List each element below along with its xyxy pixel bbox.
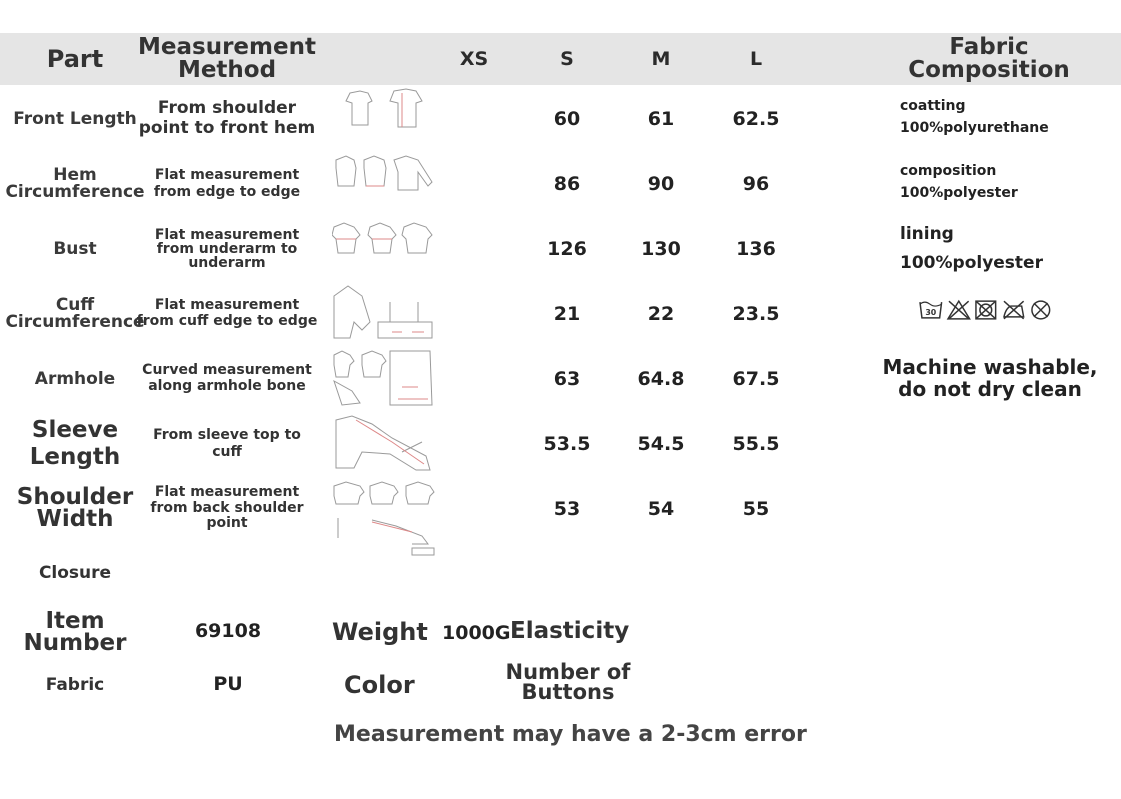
fabric-entry-detail: 100%polyester bbox=[900, 252, 1043, 273]
weight-label: Weight bbox=[332, 618, 428, 646]
no-bleach-icon bbox=[946, 298, 972, 322]
cell-xs bbox=[439, 86, 509, 151]
garment-sketch-icon bbox=[332, 152, 436, 214]
fabric-entry bbox=[900, 96, 1049, 139]
row-part: Cuff Circumference bbox=[5, 294, 145, 332]
footer-note: Measurement may have a 2-3cm error bbox=[334, 722, 807, 747]
row-method: From shoulder point to front hem bbox=[138, 97, 316, 138]
cell-l: 136 bbox=[736, 237, 776, 260]
cell-l: 96 bbox=[742, 172, 770, 195]
cell-m: 64.8 bbox=[637, 367, 685, 390]
table-header bbox=[0, 33, 1121, 85]
cell-xs bbox=[439, 216, 509, 281]
garment-sketch-icon bbox=[332, 217, 436, 279]
fabric-entry-detail: 100%polyurethane bbox=[900, 119, 1049, 136]
row-method: From sleeve top to cuff bbox=[153, 427, 301, 460]
fabric-entry-title: coatting bbox=[900, 98, 966, 114]
wash-30-icon bbox=[918, 298, 944, 322]
row-part: Hem Circumference bbox=[5, 164, 145, 202]
cell-m: 90 bbox=[647, 172, 675, 195]
cell-xs bbox=[439, 476, 509, 541]
header-part: Part bbox=[46, 45, 104, 73]
header-size-xs: XS bbox=[459, 47, 489, 70]
buttons-label: Number of Buttons bbox=[505, 660, 631, 704]
garment-sketch-icon bbox=[332, 282, 436, 344]
cell-s: 86 bbox=[553, 172, 581, 195]
row-part: Armhole bbox=[34, 368, 116, 389]
cell-s: 60 bbox=[553, 107, 581, 130]
row-method: Flat measurement from back shoulder point bbox=[150, 484, 304, 532]
cell-s: 53 bbox=[553, 497, 581, 520]
cell-l: 23.5 bbox=[732, 302, 780, 325]
fabric-value: PU bbox=[213, 673, 243, 695]
row-method: Flat measurement from underarm to underarm bbox=[154, 226, 300, 271]
header-method: Measurement Method bbox=[138, 34, 316, 83]
row-method: Flat measurement from cuff edge to edge bbox=[136, 297, 318, 329]
no-iron-icon bbox=[1001, 298, 1027, 322]
row-part: Front Length bbox=[13, 108, 137, 129]
header-size-l: L bbox=[749, 47, 763, 70]
cell-m: 54.5 bbox=[637, 432, 685, 455]
cell-s: 63 bbox=[553, 367, 581, 390]
row-method: Flat measurement from edge to edge bbox=[153, 167, 301, 200]
cell-xs bbox=[439, 151, 509, 216]
elasticity-label: Elasticity bbox=[510, 618, 630, 644]
cell-l: 55.5 bbox=[732, 432, 780, 455]
item-number-label: Item Number bbox=[23, 608, 127, 656]
cell-xs bbox=[439, 411, 509, 476]
cell-l: 55 bbox=[742, 497, 770, 520]
fabric-entry-title: composition bbox=[900, 163, 997, 179]
fabric-entry-title: lining bbox=[900, 224, 954, 244]
garment-sketch-icon bbox=[332, 347, 436, 409]
cell-m: 61 bbox=[647, 107, 675, 130]
cell-m: 22 bbox=[647, 302, 675, 325]
cell-m: 130 bbox=[641, 237, 681, 260]
row-part: Shoulder Width bbox=[16, 483, 134, 532]
fabric-entry-detail: 100%polyester bbox=[900, 184, 1018, 201]
table-row bbox=[0, 411, 1121, 476]
cell-l: 62.5 bbox=[732, 107, 780, 130]
item-number-value: 69108 bbox=[194, 620, 262, 642]
table-row bbox=[0, 476, 1121, 541]
garment-sketch-icon bbox=[332, 412, 436, 474]
care-symbols bbox=[918, 298, 1054, 324]
cell-xs bbox=[439, 346, 509, 411]
garment-sketch-icon bbox=[332, 87, 436, 149]
cell-l: 67.5 bbox=[732, 367, 780, 390]
fabric-entry bbox=[900, 220, 1043, 278]
care-note: Machine washable, do not dry clean bbox=[882, 355, 1098, 401]
fabric-entry bbox=[900, 161, 1018, 204]
cell-s: 126 bbox=[547, 237, 587, 260]
weight-value: 1000G bbox=[442, 622, 511, 644]
header-fabric-composition: Fabric Composition bbox=[908, 34, 1070, 83]
closure-label: Closure bbox=[38, 563, 112, 583]
header-size-m: M bbox=[651, 47, 671, 70]
row-part: Bust bbox=[53, 238, 97, 259]
wash-temp: 30 bbox=[925, 307, 937, 317]
header-size-s: S bbox=[560, 47, 574, 70]
cell-s: 21 bbox=[553, 302, 581, 325]
cell-m: 54 bbox=[647, 497, 675, 520]
fabric-label: Fabric bbox=[45, 675, 105, 695]
cell-s: 53.5 bbox=[543, 432, 591, 455]
row-part: Sleeve Length bbox=[29, 417, 121, 470]
row-method: Curved measurement along armhole bone bbox=[142, 362, 312, 394]
color-label: Color bbox=[344, 671, 415, 699]
garment-sketch-icon bbox=[332, 478, 436, 556]
no-tumble-dry-icon bbox=[973, 298, 999, 322]
cell-xs bbox=[439, 281, 509, 346]
no-dry-clean-icon bbox=[1028, 298, 1054, 322]
